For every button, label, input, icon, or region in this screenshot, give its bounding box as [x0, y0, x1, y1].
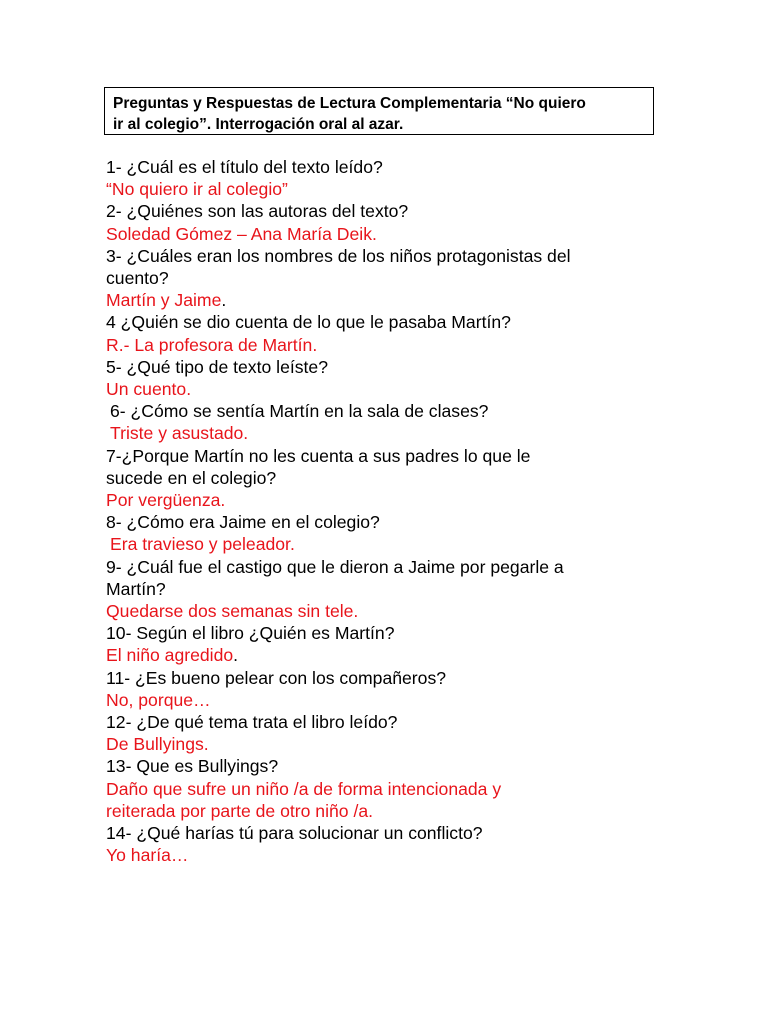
question-12: 12- ¿De qué tema trata el libro leído?	[106, 712, 398, 733]
question-6: 6- ¿Cómo se sentía Martín en la sala de clases?	[110, 401, 489, 422]
qa-item-7	[106, 445, 666, 512]
title-box	[104, 87, 654, 135]
question-answer-list	[106, 156, 666, 867]
answer-10: El niño agredido.	[106, 645, 239, 666]
qa-item-14	[106, 822, 666, 866]
question-8: 8- ¿Cómo era Jaime en el colegio?	[106, 512, 380, 533]
question-3-line-1: 3- ¿Cuáles eran los nombres de los niños protagonistas del	[106, 245, 571, 266]
qa-item-12	[106, 711, 666, 755]
question-11: 11- ¿Es bueno pelear con los compañeros?	[106, 667, 447, 688]
answer-2: Soledad Gómez – Ana María Deik.	[106, 223, 377, 244]
question-7-line-1: 7-¿Porque Martín no les cuenta a sus padres lo que le	[106, 445, 531, 466]
qa-item-10	[106, 622, 666, 666]
qa-item-6	[106, 400, 666, 444]
title-line-1: Preguntas y Respuestas de Lectura Complementaria “No quiero	[113, 95, 586, 112]
answer-3: Martín y Jaime.	[106, 290, 227, 311]
qa-item-5	[106, 356, 666, 400]
answer-4: R.- La profesora de Martín.	[106, 334, 318, 355]
qa-item-4	[106, 311, 666, 355]
question-14: 14- ¿Qué harías tú para solucionar un conflicto?	[106, 823, 483, 844]
question-7-line-2: sucede en el colegio?	[106, 467, 277, 488]
answer-14: Yo haría…	[106, 845, 189, 866]
question-5: 5- ¿Qué tipo de texto leíste?	[106, 356, 329, 377]
answer-11: No, porque…	[106, 689, 211, 710]
qa-item-8	[106, 511, 666, 555]
qa-item-1	[106, 156, 666, 200]
answer-12: De Bullyings.	[106, 734, 209, 755]
answer-5: Un cuento.	[106, 379, 192, 400]
answer-13-line-2: reiterada por parte de otro niño /a.	[106, 800, 374, 821]
qa-item-2	[106, 200, 666, 244]
question-9-line-2: Martín?	[106, 578, 166, 599]
answer-13-line-1: Daño que sufre un niño /a de forma intencionada y	[106, 778, 502, 799]
question-4: 4 ¿Quién se dio cuenta de lo que le pasaba Martín?	[106, 312, 511, 333]
title-line-2: ir al colegio”. Interrogación oral al azar.	[113, 116, 404, 133]
answer-9: Quedarse dos semanas sin tele.	[106, 601, 359, 622]
qa-item-13	[106, 755, 666, 822]
qa-item-9	[106, 556, 666, 623]
question-13: 13- Que es Bullyings?	[106, 756, 279, 777]
question-9-line-1: 9- ¿Cuál fue el castigo que le dieron a Jaime por pegarle a	[106, 556, 564, 577]
answer-7: Por vergüenza.	[106, 490, 226, 511]
answer-8: Era travieso y peleador.	[110, 534, 295, 555]
question-10: 10- Según el libro ¿Quién es Martín?	[106, 623, 395, 644]
qa-item-3	[106, 245, 666, 312]
question-3-line-2: cuento?	[106, 268, 169, 289]
question-1: 1- ¿Cuál es el título del texto leído?	[106, 157, 383, 177]
answer-1: “No quiero ir al colegio”	[106, 179, 288, 200]
answer-6: Triste y asustado.	[110, 423, 249, 444]
question-2: 2- ¿Quiénes son las autoras del texto?	[106, 201, 409, 222]
qa-item-11	[106, 667, 666, 711]
